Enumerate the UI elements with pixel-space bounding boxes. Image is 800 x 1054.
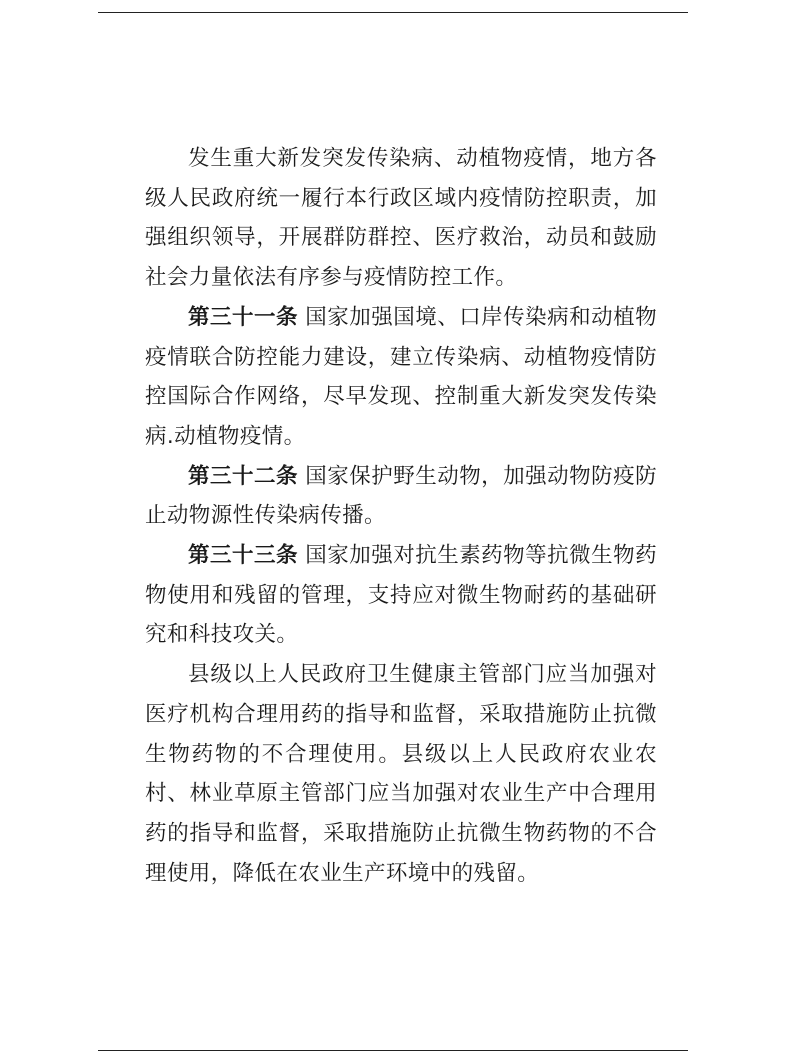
top-rule: [98, 12, 688, 13]
article-32: [145, 457, 657, 536]
article-33-number: 第三十三条: [188, 543, 298, 569]
document-body: [145, 139, 657, 893]
article-31-text: 国家加强国境、口岸传染病和动植物疫情联合防控能力建设，建立传染病、动植物疫情防控国际合作网络，尽早发现、控制重大新发突发传染病.动植物疫情。: [145, 304, 657, 449]
article-33-text: 国家加强对抗生素药物等抗微生物药物使用和残留的管理，支持应对微生物耐药的基础研究和科技攻关。: [145, 543, 657, 648]
paragraph-5: [145, 655, 657, 893]
paragraph-1: [145, 139, 657, 298]
article-31: [145, 298, 657, 457]
article-33: [145, 536, 657, 655]
paragraph-1-text: 发生重大新发突发传染病、动植物疫情，地方各级人民政府统一履行本行政区域内疫情防控职责，加强组织领导，开展群防群控、医疗救治，动员和鼓励社会力量依法有序参与疫情防控工作。: [145, 146, 657, 291]
paragraph-5-text: 县级以上人民政府卫生健康主管部门应当加强对医疗机构合理用药的指导和监督，采取措施防止抗微生物药物的不合理使用。县级以上人民政府农业农村、林业草原主管部门应当加强对农业生产中合理用药的指导和监督，采取措施防止抗微生物药物的不合理使用，降低在农业生产环境中的残留。: [145, 662, 657, 886]
article-32-number: 第三十二条: [188, 463, 298, 489]
bottom-rule: [98, 1050, 688, 1051]
article-32-text: 国家保护野生动物，加强动物防疫防止动物源性传染病传播。: [145, 463, 657, 529]
article-31-number: 第三十一条: [188, 304, 298, 330]
